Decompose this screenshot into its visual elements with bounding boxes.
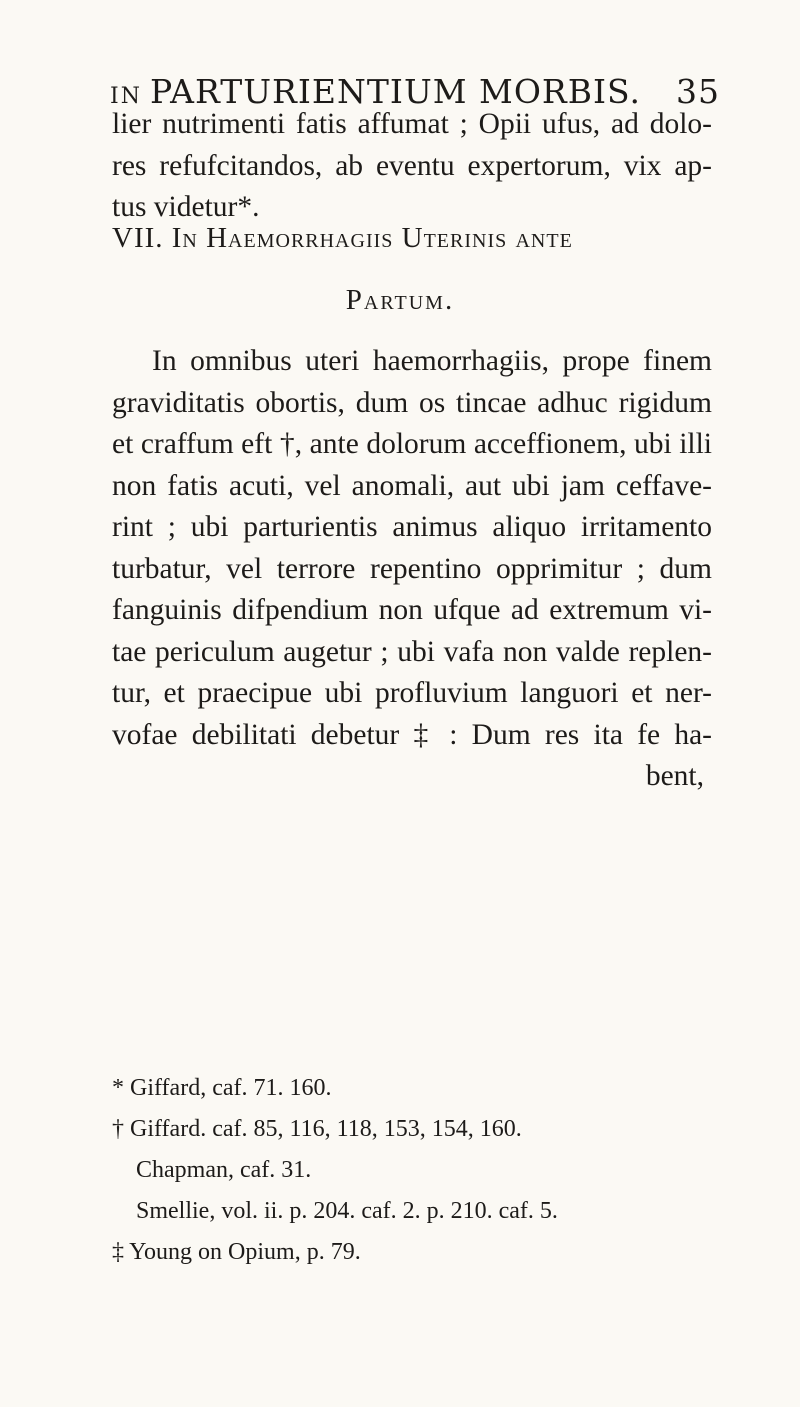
footnote: Smellie, vol. ii. p. 204. caf. 2. p. 210. caf. 5. bbox=[136, 1198, 558, 1224]
header-title: PARTURIENTIUM MORBIS. bbox=[149, 72, 641, 111]
text-line: rint ; ubi parturientis animus aliquo irritamento bbox=[112, 511, 712, 543]
text-line: lier nutrimenti fatis affumat ; Opii ufus, ad dolo- bbox=[112, 108, 712, 140]
header-prefix: IN bbox=[110, 84, 142, 109]
catchword: bent, bbox=[645, 760, 704, 792]
footnote: † Giffard. caf. 85, 116, 118, 153, 154, 160. bbox=[112, 1116, 522, 1142]
paragraph-continuation bbox=[112, 104, 712, 229]
text-line: non fatis acuti, vel anomali, aut ubi jam ceffave- bbox=[112, 469, 712, 502]
text-line: res refufcitandos, ab eventu expertorum, vix ap- bbox=[112, 149, 712, 182]
footnote: ‡ Young on Opium, p. 79. bbox=[112, 1239, 361, 1265]
page-number: 35 bbox=[676, 72, 720, 111]
footnotes bbox=[112, 1068, 712, 1273]
text-line: vofae debilitati debetur ‡ : Dum res ita fe ha- bbox=[112, 718, 712, 751]
footnote: Chapman, caf. 31. bbox=[136, 1157, 312, 1183]
section-heading: VII. In Haemorrhagiis Uterinis ante bbox=[112, 222, 573, 254]
text-line: turbatur, vel terrore repentino opprimitur ; dum bbox=[112, 552, 712, 585]
section-heading-continued: Partum. bbox=[345, 284, 455, 316]
text-line: tur, et praecipue ubi profluvium languori et ner- bbox=[112, 677, 712, 709]
text-line: fanguinis difpendium non ufque ad extremum vi- bbox=[112, 594, 712, 626]
text-line: In omnibus uteri haemorrhagiis, prope finem bbox=[152, 345, 712, 377]
footnote: * Giffard, caf. 71. 160. bbox=[112, 1075, 332, 1101]
text-line: tae periculum augetur ; ubi vafa non valde replen- bbox=[112, 635, 712, 668]
paragraph-main bbox=[112, 341, 712, 798]
text-line: et craffum eft †, ante dolorum acceffionem, ubi illi bbox=[112, 428, 712, 460]
text-line: tus videtur*. bbox=[112, 191, 260, 223]
text-line: graviditatis obortis, dum os tincae adhuc rigidum bbox=[112, 386, 712, 419]
